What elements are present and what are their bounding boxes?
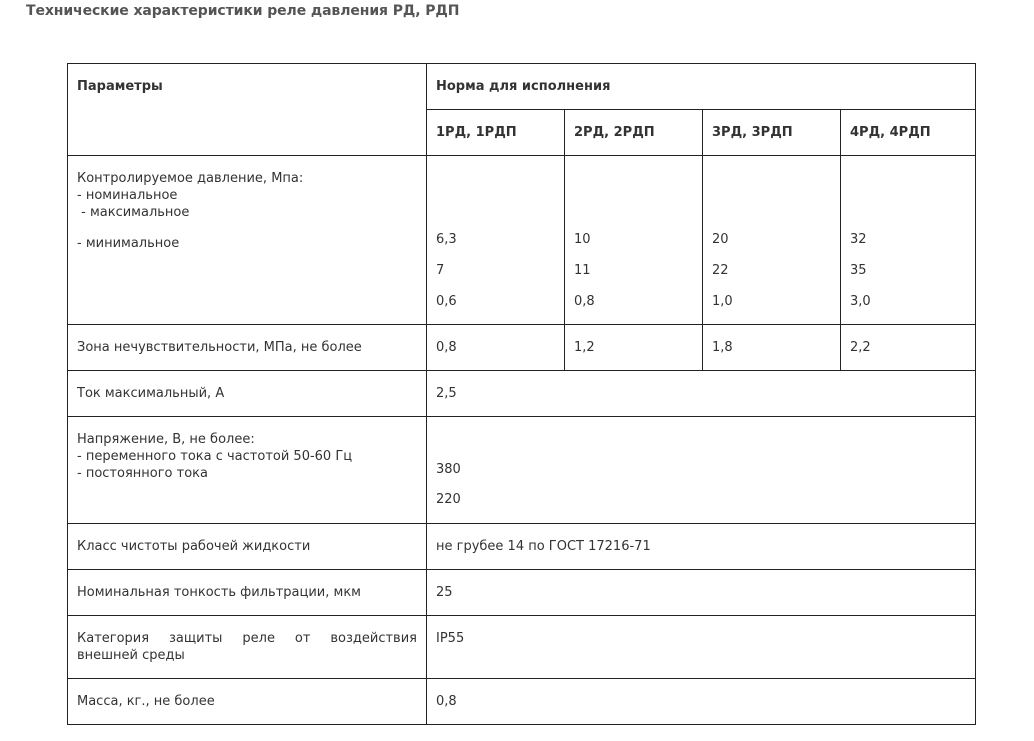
- pressure-min-value: 0,8: [574, 294, 595, 309]
- pressure-values-col-1: [427, 156, 565, 325]
- protection-label: Категория защиты реле от воздействия внешней среды: [68, 616, 427, 679]
- header-norm: Норма для исполнения: [427, 64, 976, 110]
- header-row: [68, 64, 976, 110]
- protection-value: IP55: [427, 616, 976, 679]
- cleanliness-value: не грубее 14 по ГОСТ 17216-71: [427, 524, 976, 570]
- pressure-nominal-value: 6,3: [436, 232, 457, 247]
- pressure-max-value: 7: [436, 263, 445, 278]
- deadband-row: [68, 325, 976, 371]
- header-col-1: 1РД, 1РДП: [427, 110, 565, 156]
- pressure-min-value: 3,0: [850, 294, 871, 309]
- header-col-3: 3РД, 3РДП: [703, 110, 841, 156]
- mass-value: 0,8: [427, 679, 976, 725]
- header-col-4: 4РД, 4РДП: [841, 110, 976, 156]
- deadband-value: 2,2: [841, 325, 976, 371]
- voltage-label: Напряжение, В, не более:: [77, 432, 255, 447]
- current-label: Ток максимальный, А: [68, 371, 427, 417]
- voltage-ac-value: 380: [436, 462, 461, 477]
- cleanliness-row: [68, 524, 976, 570]
- pressure-min-value: 0,6: [436, 294, 457, 309]
- deadband-value: 1,2: [565, 325, 703, 371]
- mass-row: [68, 679, 976, 725]
- header-params: Параметры: [68, 64, 427, 156]
- filtration-value: 25: [427, 570, 976, 616]
- pressure-nominal-value: 20: [712, 232, 729, 247]
- pressure-min-value: 1,0: [712, 294, 733, 309]
- pressure-row: [68, 156, 976, 325]
- mass-label: Масса, кг., не более: [68, 679, 427, 725]
- pressure-min-label: - минимальное: [77, 236, 180, 251]
- current-row: [68, 371, 976, 417]
- specs-table: [67, 63, 976, 725]
- protection-row: [68, 616, 976, 679]
- pressure-values-col-2: [565, 156, 703, 325]
- pressure-nominal-value: 10: [574, 232, 591, 247]
- voltage-row: [68, 417, 976, 524]
- pressure-label: Контролируемое давление, Мпа:: [77, 171, 304, 186]
- pressure-max-label: - максимальное: [77, 205, 190, 220]
- voltage-dc-value: 220: [436, 492, 461, 507]
- pressure-values-col-3: [703, 156, 841, 325]
- pressure-max-value: 22: [712, 263, 729, 278]
- deadband-value: 0,8: [427, 325, 565, 371]
- filtration-label: Номинальная тонкость фильтрации, мкм: [68, 570, 427, 616]
- filtration-row: [68, 570, 976, 616]
- pressure-label-cell: [68, 156, 427, 325]
- page-title: Технические характеристики реле давления РД, РДП: [26, 3, 460, 19]
- current-value: 2,5: [427, 371, 976, 417]
- cleanliness-label: Класс чистоты рабочей жидкости: [68, 524, 427, 570]
- pressure-max-value: 11: [574, 263, 591, 278]
- pressure-max-value: 35: [850, 263, 867, 278]
- pressure-nominal-value: 32: [850, 232, 867, 247]
- voltage-values-cell: [427, 417, 976, 524]
- header-col-2: 2РД, 2РДП: [565, 110, 703, 156]
- voltage-ac-label: - переменного тока с частотой 50-60 Гц: [77, 449, 353, 464]
- deadband-value: 1,8: [703, 325, 841, 371]
- deadband-label: Зона нечувствительности, МПа, не более: [68, 325, 427, 371]
- voltage-label-cell: [68, 417, 427, 524]
- pressure-values-col-4: [841, 156, 976, 325]
- pressure-nominal-label: - номинальное: [77, 188, 178, 203]
- voltage-dc-label: - постоянного тока: [77, 466, 208, 481]
